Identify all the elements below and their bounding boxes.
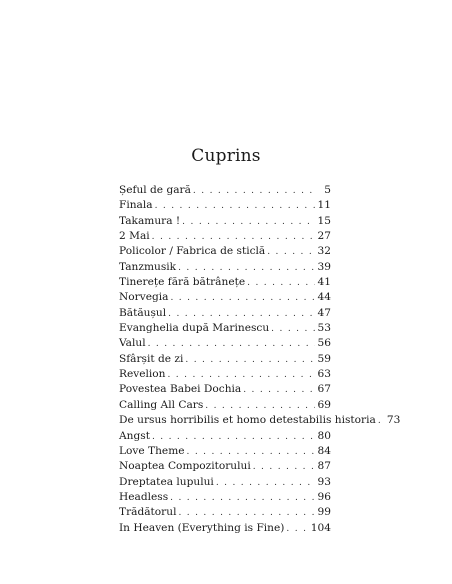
toc-entry-page: 11 [317,199,331,212]
toc-entry-page: 96 [317,490,331,503]
toc-entry [119,475,331,490]
toc-entry [119,352,331,367]
toc-entry-title: Trădătorul [119,506,177,519]
toc-entry-title: Norvegia [119,291,169,304]
toc-entry-title: Valul [119,337,146,350]
dot-leader [178,261,314,276]
toc-entry-title: Sfârșit de zi [119,352,184,365]
toc-entry [119,490,331,505]
dot-leader [152,230,315,245]
toc-entry-title: Takamura ! [119,214,181,227]
dot-leader [170,291,314,306]
toc-entry [119,290,331,305]
toc-entry-title: Angst [119,429,150,442]
toc-entry [119,244,331,259]
dot-leader [155,199,315,214]
toc-entry-page: 84 [317,444,331,457]
toc-entry-page: 53 [317,322,331,335]
dot-leader [216,476,315,491]
dot-leader [271,322,314,337]
toc-entry-page: 41 [317,276,331,289]
toc-entry [119,336,331,351]
toc-entry-title: Tinerețe fără bătrânețe [119,276,246,289]
toc-entry [119,413,401,428]
toc-entry-title: Finala [119,199,153,212]
dot-leader [182,215,314,230]
toc-entry-page: 44 [317,291,331,304]
toc-entry-page: 69 [317,398,331,411]
toc-entry-title: Policolor / Fabrica de sticlă [119,245,266,258]
toc-entry-title: Dreptatea lupului [119,475,214,488]
toc-entry-title: Tanzmusik [119,260,177,273]
dot-leader [193,184,318,199]
toc-entry [119,444,331,459]
toc-entry-page: 80 [317,429,331,442]
toc-entry-title: Povestea Babei Dochia [119,383,242,396]
toc-entry [119,321,331,336]
dot-leader [178,506,314,521]
toc-entry-title: Bătăușul [119,306,167,319]
toc-entry [119,183,331,198]
toc-entry-page: 59 [317,352,331,365]
toc-entry-title: De ursus horribilis et homo detestabilis historia [119,414,376,427]
toc-entry-title: Revelion [119,368,166,381]
toc-entry-page: 67 [317,383,331,396]
toc-entry [119,260,331,275]
toc-entry-page: 5 [324,184,331,196]
toc-entry-page: 56 [317,337,331,350]
toc-entry [119,521,331,536]
toc-entry [119,214,331,229]
toc-entry [119,382,331,397]
toc-entry-page: 99 [317,506,331,519]
toc-entry-page: 87 [317,460,331,473]
toc-entry [119,306,331,321]
table-of-contents [119,183,401,536]
toc-entry-title: Șeful de gară [119,184,191,196]
dot-leader [168,307,314,322]
toc-entry-title: Noaptea Compozitorului [119,460,251,473]
toc-entry-page: 32 [317,245,331,258]
toc-entry [119,398,331,413]
toc-entry-page: 93 [317,475,331,488]
toc-entry [119,367,331,382]
toc-entry [119,459,331,474]
toc-entry-title: Headless [119,490,169,503]
dot-leader [152,430,315,445]
dot-leader [185,353,314,368]
toc-entry-page: 39 [317,260,331,273]
dot-leader [247,276,314,291]
toc-entry [119,505,331,520]
toc-entry-title: In Heaven (Everything is Fine) [119,521,285,534]
dot-leader [286,522,307,537]
dot-leader [170,491,314,506]
toc-entry-title: Evanghelia după Marinescu [119,322,270,335]
toc-entry [119,429,331,444]
toc-entry-page: 15 [317,214,331,227]
toc-entry-title: Love Theme [119,444,185,457]
dot-leader [148,337,315,352]
toc-entry-page: 104 [310,521,331,534]
toc-entry-page: 47 [317,306,331,319]
dot-leader [267,245,314,260]
dot-leader [205,399,314,414]
toc-entry-title: Calling All Cars [119,398,204,411]
toc-entry-page: 27 [317,230,331,243]
toc-entry [119,198,331,213]
toc-entry [119,275,331,290]
dot-leader [167,368,314,383]
dot-leader [253,460,315,475]
toc-title: Cuprins [191,146,261,166]
toc-entry-title: 2 Mai [119,230,150,243]
toc-entry-page: 63 [317,368,331,381]
dot-leader [243,383,314,398]
toc-entry-page: 73 [386,414,401,427]
dot-leader [187,445,315,460]
toc-entry [119,229,331,244]
